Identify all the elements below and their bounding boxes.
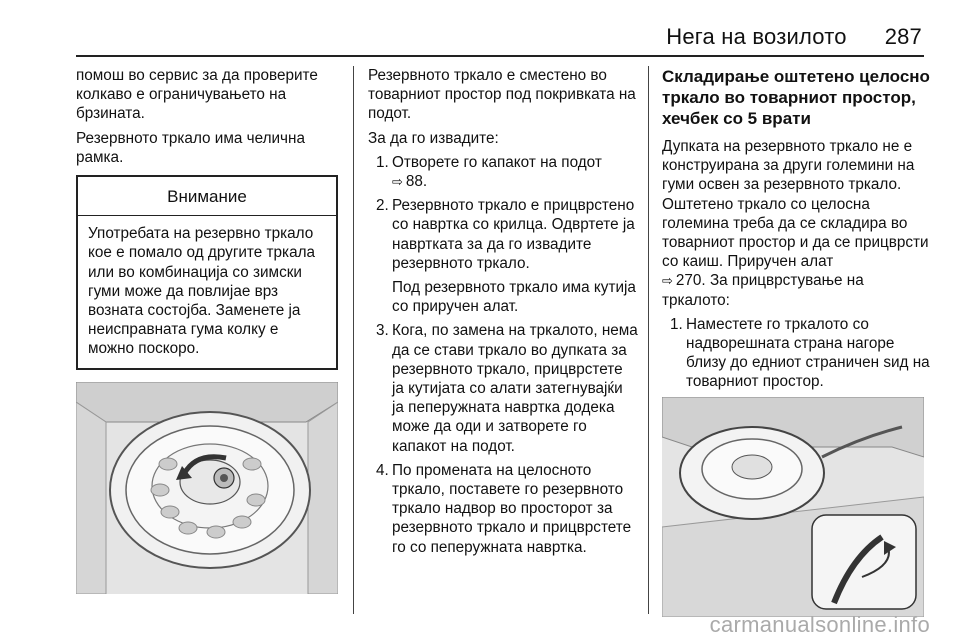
paragraph-remove-lead: За да го извадите: bbox=[368, 129, 499, 147]
warning-box bbox=[76, 175, 338, 370]
section-title: Складирање оштетено целосно тркало во товарниот простор, хечбек со 5 врати bbox=[662, 67, 930, 128]
page-ref[interactable]: 270. bbox=[675, 272, 706, 290]
warning-body: Употребата на резервно тркало кое е помало од другите тркала или во комбинација со зимски гуми може да повлијае врз возната состојба. Заменете ја неисправната гума колку е можно поскоро. bbox=[88, 225, 316, 358]
paragraph-steel-rim: Резервното тркало има челична рамка. bbox=[76, 129, 305, 166]
list-item: 4. По промената на целосното тркало, поставете го резервното тркало надвор во просторот за резервното тркало и прицврстете го со пеперужната навртка. bbox=[376, 461, 632, 556]
spare-wheel-photo bbox=[76, 382, 338, 594]
arrow-ref-icon: ⇨ bbox=[392, 174, 403, 190]
warning-title: Внимание bbox=[78, 177, 336, 216]
page-ref[interactable]: 88. bbox=[405, 173, 428, 191]
cargo-strap-photo bbox=[662, 397, 924, 617]
column-divider-left bbox=[353, 66, 354, 614]
column-1 bbox=[76, 66, 338, 594]
page-header bbox=[666, 24, 922, 50]
tool-kit-note: Под резервното тркало има кутија со приручен алат. bbox=[392, 279, 636, 316]
removal-steps bbox=[368, 153, 638, 557]
page-number: 287 bbox=[884, 24, 922, 49]
storage-steps bbox=[662, 315, 930, 392]
paragraph-speed-limit: помош во сервис за да проверите колкаво е ограничувањето на брзината. bbox=[76, 67, 318, 123]
paragraph-spare-location: Резервното тркало е сместено во товарниот простор под покривката на подот. bbox=[368, 67, 636, 123]
page-title: Нега на возилото bbox=[666, 24, 847, 49]
column-3 bbox=[662, 66, 930, 617]
column-divider-right bbox=[648, 66, 649, 614]
arrow-ref-icon: ⇨ bbox=[662, 273, 673, 289]
list-item: 2. Резервното тркало е прицврстено со навртка со крилца. Одвртете ја навртката за да го извадите резервното тркало. Под резервното тркало има кутија со приручен алат. bbox=[368, 196, 638, 316]
paragraph-storage: Дупката на резервното тркало не е конструирана за други големини на гуми освен за резервното тркало. Оштетено тркало со целосна големина треба да се складира во товарниот простор и да се прицврсти со каиш. Приручен алат ⇨ 270. За прицврстување на тркалото: bbox=[662, 138, 929, 309]
header-rule bbox=[76, 55, 924, 57]
list-item: 1. Отворете го капакот на подот ⇨ 88. bbox=[376, 153, 602, 191]
list-item: 3. Кога, по замена на тркалото, нема да се стави тркало во дупката за резервното тркало, прицврстете ја кутијата со алати затегнувајќи ја пеперужната навртка додека може да оди и затворете го капакот на подот. bbox=[376, 322, 638, 455]
column-2 bbox=[368, 66, 638, 562]
list-item: 1. Наместете го тркалото со надворешната страна нагоре близу до едниот страничен sид на товарниот простор. bbox=[670, 315, 930, 391]
watermark: carmanualsonline.info bbox=[709, 612, 930, 637]
